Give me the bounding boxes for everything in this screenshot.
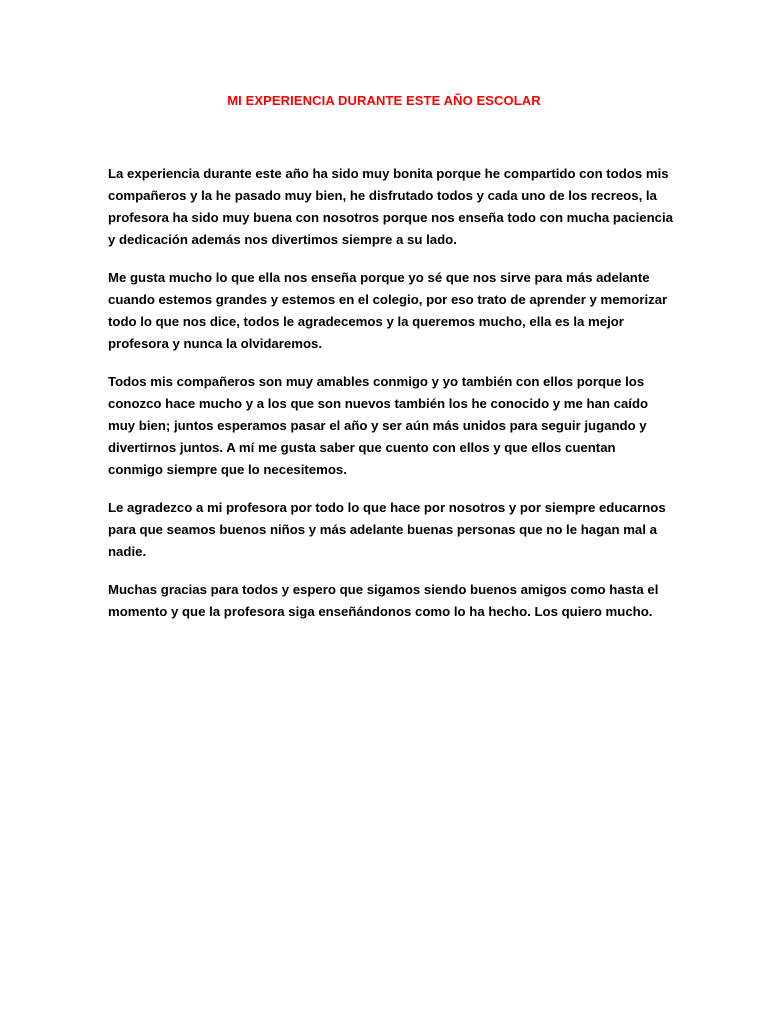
paragraph-2: Me gusta mucho lo que ella nos enseña porque yo sé que nos sirve para más adelante cuando estemos grandes y estemos en el colegio, por eso trato de aprender y memorizar todo lo que nos dice, todos le agradecemos y la queremos mucho, ella es la mejor profesora y nunca la olvidaremos. bbox=[108, 270, 668, 351]
paragraph-4: Le agradezco a mi profesora por todo lo que hace por nosotros y por siempre educarnos para que seamos buenos niños y más adelante buenas personas que no le hagan mal a nadie. bbox=[108, 500, 666, 559]
document-title: MI EXPERIENCIA DURANTE ESTE AÑO ESCOLAR bbox=[227, 93, 541, 108]
paragraph-3: Todos mis compañeros son muy amables conmigo y yo también con ellos porque los conozco hace mucho y a los que son nuevos también los he conocido y me han caído muy bien; juntos esperamos pasar el año y ser aún más unidos para seguir jugando y divertirnos juntos. A mí me gusta saber que cuento con ellos y que ellos cuentan conmigo siempre que lo necesitemos. bbox=[108, 374, 649, 477]
paragraph-5: Muchas gracias para todos y espero que sigamos siendo buenos amigos como hasta el momento y que la profesora siga enseñándonos como lo ha hecho. Los quiero mucho. bbox=[108, 582, 659, 619]
document-body bbox=[108, 163, 673, 639]
paragraph-1: La experiencia durante este año ha sido muy bonita porque he compartido con todos mis compañeros y la he pasado muy bien, he disfrutado todos y cada uno de los recreos, la profesora ha sido muy buena con nosotros porque nos enseña todo con mucha paciencia y dedicación además nos divertimos siempre a su lado. bbox=[108, 166, 673, 247]
